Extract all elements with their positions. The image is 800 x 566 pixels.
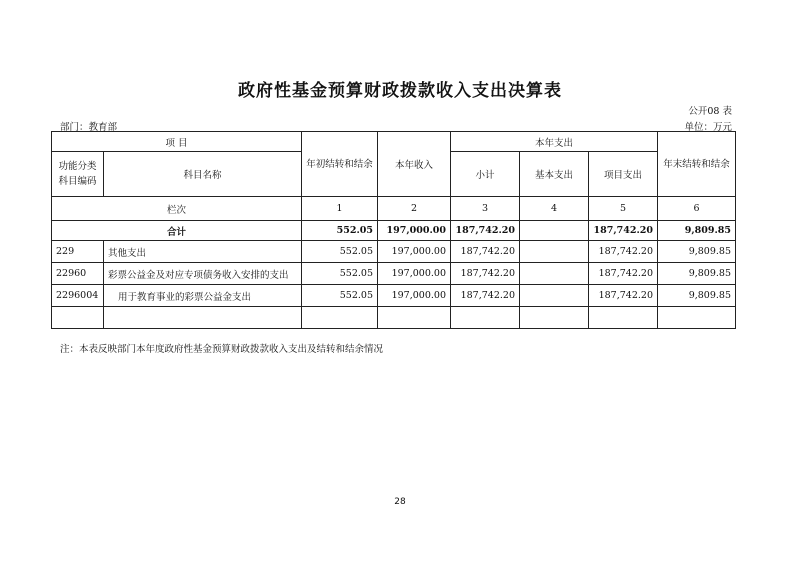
row-value: 552.05 [302,241,378,263]
table-row [52,263,736,285]
col-number: 4 [520,197,589,221]
col-number: 1 [302,197,378,221]
total-value: 552.05 [302,221,378,241]
budget-table [51,131,736,329]
table-row [52,241,736,263]
table-row [52,285,736,307]
total-label: 合计 [52,221,302,241]
row-code: 2296004 [52,285,104,307]
header-ending-balance: 年末结转和结余 [658,132,736,197]
unit-label: 单位：万元 [684,122,732,133]
header-code: 功能分类科目编码 [52,152,104,197]
header-current-income: 本年收入 [378,132,451,197]
total-value [520,221,589,241]
row-value: 187,742.20 [451,263,520,285]
header-current-expense: 本年支出 [451,132,658,152]
page-number: 28 [394,497,406,507]
row-code: 22960 [52,263,104,285]
row-name: 彩票公益金及对应专项债务收入安排的支出 [104,263,302,285]
header-item: 项 目 [52,132,302,152]
header-subject: 科目名称 [104,152,302,197]
row-value [520,285,589,307]
row-value: 187,742.20 [589,263,658,285]
row-value: 197,000.00 [378,241,451,263]
empty-row [52,307,736,329]
row-value: 9,809.85 [658,285,736,307]
row-value: 197,000.00 [378,285,451,307]
row-value: 197,000.00 [378,263,451,285]
col-number: 2 [378,197,451,221]
row-value: 9,809.85 [658,241,736,263]
header-project-expense: 项目支出 [589,152,658,197]
department-label: 部门：教育部 [60,122,118,133]
row-value [520,263,589,285]
total-value: 187,742.20 [451,221,520,241]
total-row [52,221,736,241]
row-code: 229 [52,241,104,263]
row-value [520,241,589,263]
total-value: 9,809.85 [658,221,736,241]
footnote: 注：本表反映部门本年度政府性基金预算财政拨款收入支出及结转和结余情况 [60,344,384,355]
total-value: 187,742.20 [589,221,658,241]
row-index-label: 栏次 [52,197,302,221]
col-number: 3 [451,197,520,221]
row-name: 其他支出 [104,241,302,263]
page-title: 政府性基金预算财政拨款收入支出决算表 [238,81,562,101]
col-number: 5 [589,197,658,221]
header-beginning-balance: 年初结转和结余 [302,132,378,197]
row-value: 552.05 [302,263,378,285]
row-value: 552.05 [302,285,378,307]
form-number: 公开08 表 [688,106,732,117]
row-value: 187,742.20 [589,241,658,263]
row-value: 9,809.85 [658,263,736,285]
row-value: 187,742.20 [451,241,520,263]
col-number: 6 [658,197,736,221]
header-basic-expense: 基本支出 [520,152,589,197]
row-name: 用于教育事业的彩票公益金支出 [104,285,302,307]
header-subtotal: 小计 [451,152,520,197]
row-value: 187,742.20 [589,285,658,307]
total-value: 197,000.00 [378,221,451,241]
row-value: 187,742.20 [451,285,520,307]
